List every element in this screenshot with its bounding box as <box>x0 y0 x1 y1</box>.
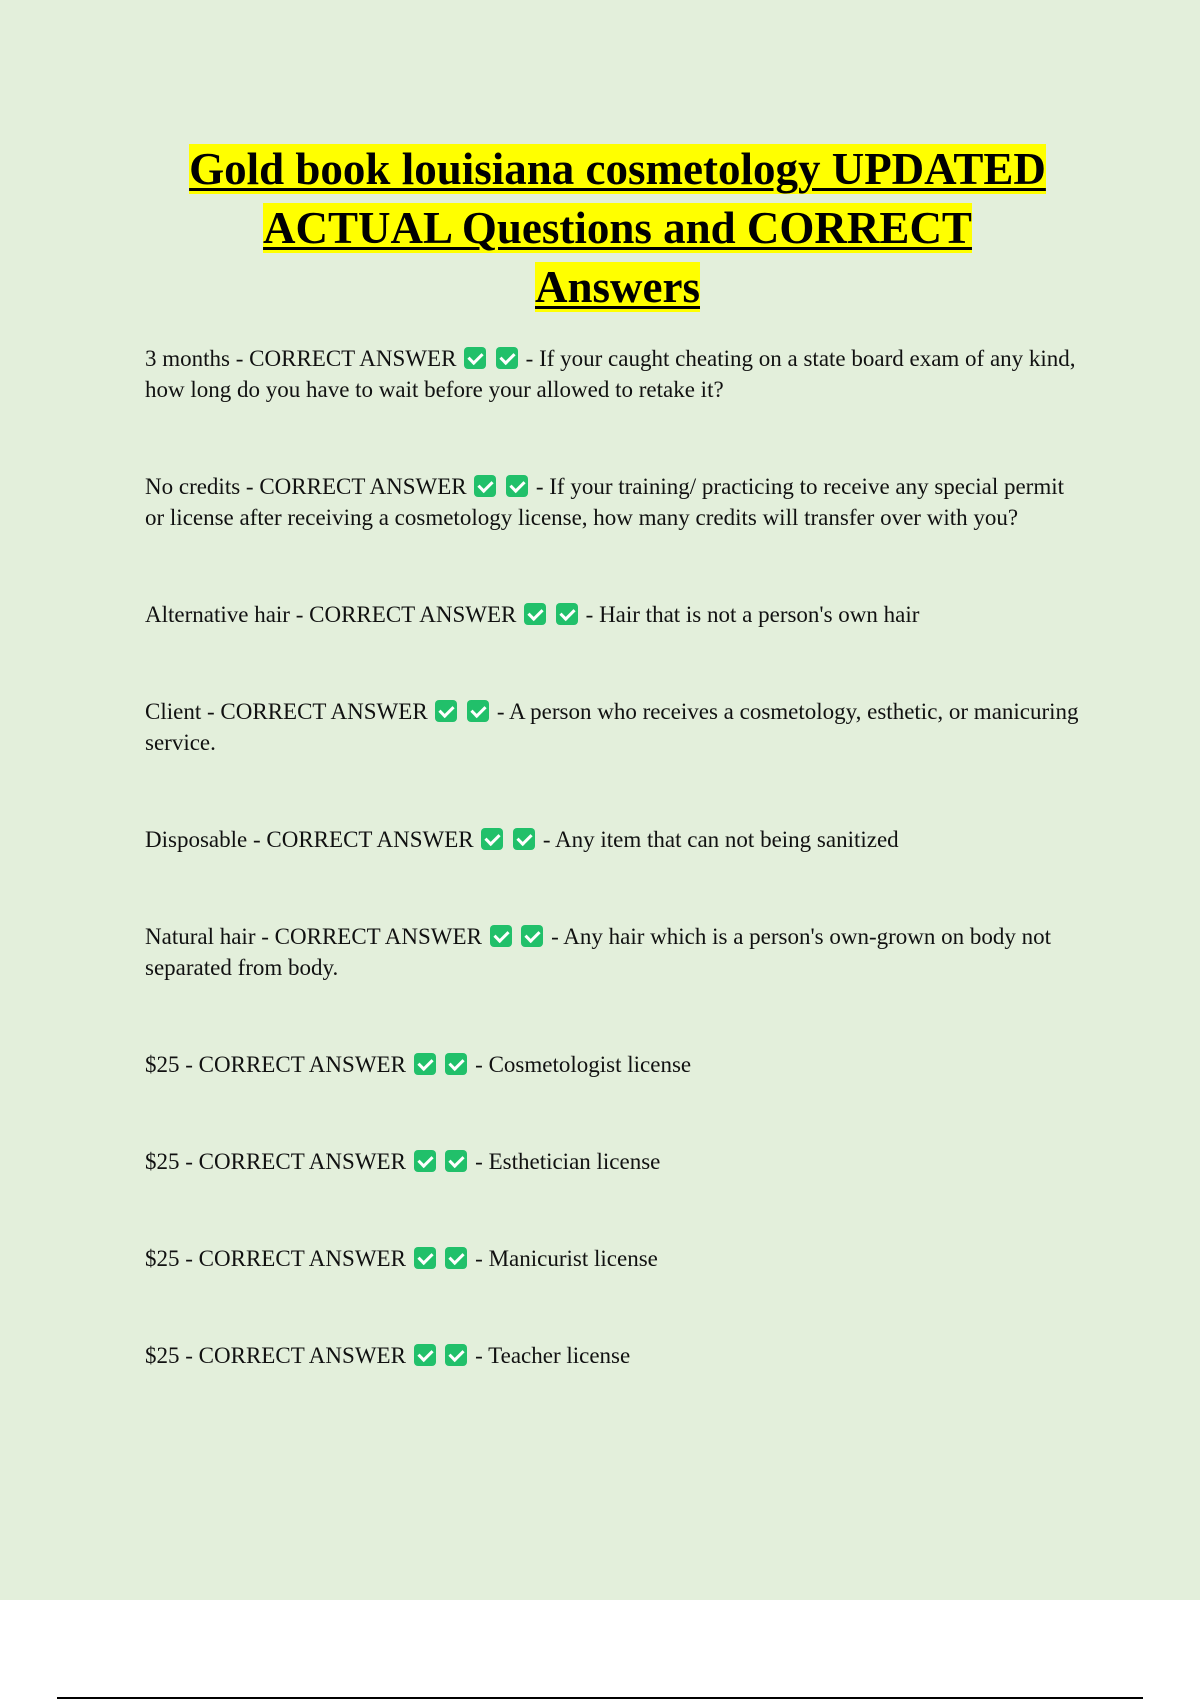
check-box-icon <box>414 1247 436 1269</box>
title-line-1: Gold book louisiana cosmetology UPDATED <box>189 144 1046 194</box>
check-box-icon <box>414 1150 436 1172</box>
correct-answer-label: CORRECT ANSWER <box>266 827 474 852</box>
qa-item: $25 - CORRECT ANSWER - Cosmetologist license <box>145 1052 692 1077</box>
correct-answer-label: CORRECT ANSWER <box>220 699 428 724</box>
qa-definition: Cosmetologist license <box>488 1052 692 1077</box>
qa-term: Disposable <box>145 827 248 852</box>
check-box-icon <box>445 1344 467 1366</box>
check-box-icon <box>445 1247 467 1269</box>
check-box-icon <box>445 1150 467 1172</box>
qa-item: $25 - CORRECT ANSWER - Manicurist license <box>145 1246 658 1271</box>
qa-item: $25 - CORRECT ANSWER - Esthetician license <box>145 1149 661 1174</box>
qa-definition: Teacher license <box>488 1343 631 1368</box>
correct-answer-label: CORRECT ANSWER <box>198 1052 406 1077</box>
check-box-icon <box>414 1053 436 1075</box>
title-line-3: Answers <box>535 262 700 312</box>
check-box-icon <box>445 1053 467 1075</box>
qa-term: $25 <box>145 1246 180 1271</box>
qa-item: No credits - CORRECT ANSWER - If your training/ practicing to receive any special permit or license after receiving a cosmetology license, how many credits will transfer over with you? <box>145 474 1065 530</box>
qa-item: Client - CORRECT ANSWER - A person who receives a cosmetology, esthetic, or manicuring service. <box>145 699 1079 755</box>
check-box-icon <box>524 603 546 625</box>
correct-answer-label: CORRECT ANSWER <box>198 1149 406 1174</box>
qa-term: $25 <box>145 1343 180 1368</box>
qa-term: $25 <box>145 1149 180 1174</box>
check-box-icon <box>481 828 503 850</box>
check-box-icon <box>490 925 512 947</box>
document-title <box>130 140 1105 317</box>
check-box-icon <box>521 925 543 947</box>
qa-definition: Esthetician license <box>488 1149 661 1174</box>
qa-term: Client <box>145 699 202 724</box>
check-box-icon <box>474 475 496 497</box>
qa-term: No credits <box>145 474 241 499</box>
title-line-2: ACTUAL Questions and CORRECT <box>263 203 972 253</box>
correct-answer-label: CORRECT ANSWER <box>309 602 517 627</box>
qa-item: Alternative hair - CORRECT ANSWER - Hair that is not a person's own hair <box>145 602 920 627</box>
correct-answer-label: CORRECT ANSWER <box>249 346 457 371</box>
check-box-icon <box>506 475 528 497</box>
qa-term: Alternative hair <box>145 602 290 627</box>
check-box-icon <box>556 603 578 625</box>
check-box-icon <box>496 347 518 369</box>
correct-answer-label: CORRECT ANSWER <box>198 1246 406 1271</box>
qa-definition: If your training/ practicing to receive any special permit or license after receiving a cosmetology license, how many credits will transfer over with you? <box>145 474 1065 530</box>
qa-definition: A person who receives a cosmetology, esthetic, or manicuring service. <box>145 699 1079 755</box>
check-box-icon <box>513 828 535 850</box>
qa-item: Disposable - CORRECT ANSWER - Any item that can not being sanitized <box>145 827 899 852</box>
correct-answer-label: CORRECT ANSWER <box>259 474 467 499</box>
qa-item: Natural hair - CORRECT ANSWER - Any hair which is a person's own-grown on body not separated from body. <box>145 924 1052 980</box>
qa-term: 3 months <box>145 346 230 371</box>
qa-definition: Hair that is not a person's own hair <box>599 602 920 627</box>
correct-answer-label: CORRECT ANSWER <box>198 1343 406 1368</box>
qa-definition: Any hair which is a person's own-grown on body not separated from body. <box>145 924 1052 980</box>
qa-item: $25 - CORRECT ANSWER - Teacher license <box>145 1343 631 1368</box>
check-box-icon <box>435 700 457 722</box>
qa-definition: Manicurist license <box>488 1246 658 1271</box>
qa-definition: If your caught cheating on a state board exam of any kind, how long do you have to wait before your allowed to retake it? <box>145 346 1076 402</box>
qa-definition: Any item that can not being sanitized <box>555 827 899 852</box>
qa-term: Natural hair <box>145 924 256 949</box>
qa-item: 3 months - CORRECT ANSWER - If your caught cheating on a state board exam of any kind, how long do you have to wait before your allowed to retake it? <box>145 346 1076 402</box>
check-box-icon <box>464 347 486 369</box>
qa-term: $25 <box>145 1052 180 1077</box>
qa-list <box>145 343 1085 1437</box>
check-box-icon <box>467 700 489 722</box>
check-box-icon <box>414 1344 436 1366</box>
correct-answer-label: CORRECT ANSWER <box>274 924 482 949</box>
footer-divider <box>57 1697 1143 1699</box>
